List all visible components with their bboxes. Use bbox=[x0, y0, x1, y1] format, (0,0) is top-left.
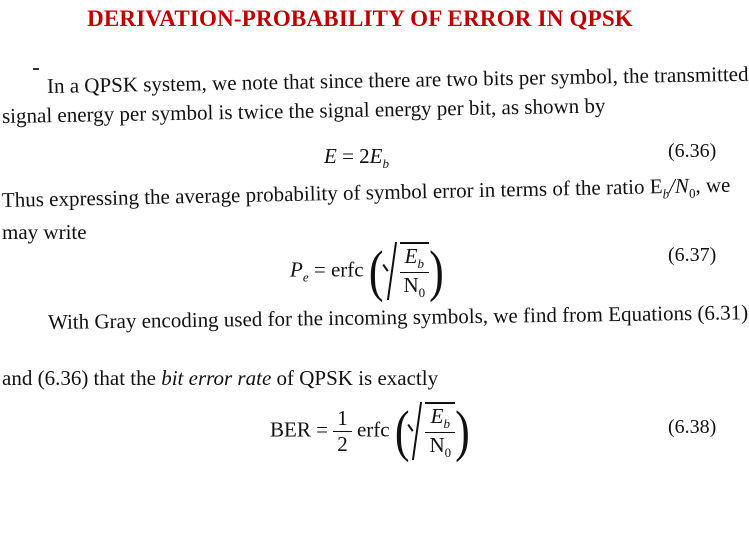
p3-italic: bit error rate bbox=[161, 366, 272, 390]
eq2-lhs-sub: e bbox=[302, 269, 309, 285]
p2-end: , we bbox=[695, 172, 731, 198]
paragraph-3-line-1: With Gray encoding used for the incoming symbols, we find from Equations (6.31) bbox=[47, 300, 749, 334]
eq2-sqrt bbox=[384, 242, 430, 301]
eq2-num: E bbox=[404, 244, 418, 268]
eq2-operator: = erfc bbox=[308, 257, 364, 282]
eq3-left-paren: ( bbox=[394, 399, 410, 463]
page-title: DERIVATION-PROBABILITY OF ERROR IN QPSK bbox=[87, 6, 633, 31]
scan-artifact-mark bbox=[33, 68, 39, 70]
eq2-lhs: P bbox=[290, 257, 303, 282]
eq2-fraction bbox=[400, 242, 430, 301]
eq2-den-sub: 0 bbox=[418, 285, 426, 301]
paragraph-3-line-2 bbox=[2, 366, 438, 390]
eq1-lhs: E bbox=[324, 144, 337, 168]
eq3-sqrt bbox=[409, 402, 455, 461]
eq3-den: N bbox=[429, 433, 445, 458]
eq3-num-sub: b bbox=[443, 416, 450, 432]
eq1-var: E bbox=[369, 144, 383, 168]
eq3-operator: = bbox=[310, 417, 334, 442]
equation-6-37 bbox=[290, 239, 444, 303]
paragraph-2-line-1 bbox=[2, 173, 731, 220]
equation-6-36 bbox=[324, 144, 389, 172]
eq2-den: N bbox=[403, 273, 419, 298]
eq1-subscript: b bbox=[382, 156, 389, 172]
paragraph-1-line-2: signal energy per symbol is twice the signal energy per bit, as shown by bbox=[1, 93, 606, 128]
p2-tail: /N bbox=[668, 173, 690, 199]
equation-number-6-36: (6.36) bbox=[668, 140, 717, 162]
eq3-func: erfc bbox=[351, 417, 390, 442]
p3-text-a: and (6.36) that the bbox=[2, 366, 162, 390]
eq2-num-sub: b bbox=[417, 256, 424, 272]
eq2-left-paren: ( bbox=[368, 239, 384, 303]
p2-sub-b: b bbox=[662, 186, 670, 202]
eq1-operator: = 2 bbox=[336, 144, 370, 168]
eq3-num: E bbox=[430, 404, 444, 428]
eq3-fraction bbox=[425, 402, 455, 461]
eq3-right-paren: ) bbox=[455, 399, 470, 463]
eq3-lhs: BER bbox=[270, 417, 311, 442]
paragraph-1-line-1: In a QPSK system, we note that since there are two bits per symbol, the transmitted bbox=[46, 61, 749, 98]
eq2-right-paren: ) bbox=[429, 239, 444, 303]
p2-sub-0: 0 bbox=[688, 185, 696, 201]
p3-text-b: of QPSK is exactly bbox=[271, 366, 439, 390]
eq3-den-sub: 0 bbox=[444, 445, 452, 461]
equation-number-6-37: (6.37) bbox=[668, 244, 717, 266]
p2-text: Thus expressing the average probability of symbol error in terms of the ratio E bbox=[1, 174, 663, 212]
equation-6-38 bbox=[270, 399, 470, 463]
equation-number-6-38: (6.38) bbox=[668, 416, 717, 438]
paragraph-2-line-2: may write bbox=[2, 220, 87, 244]
eq3-half-num: 1 bbox=[337, 406, 348, 431]
eq3-half-den: 2 bbox=[333, 431, 352, 457]
scanned-text-region bbox=[0, 60, 749, 480]
eq3-half bbox=[333, 406, 352, 457]
